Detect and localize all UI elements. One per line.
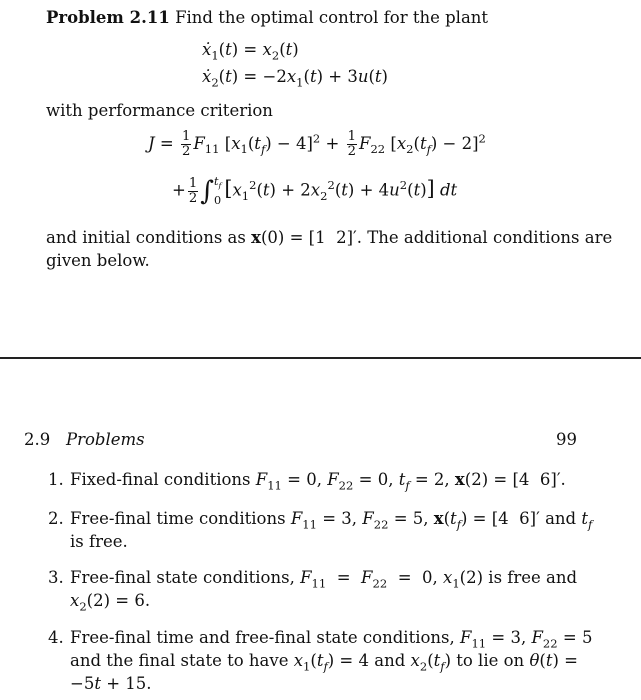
- item-text: Free-final time and free-final state conditions,: [70, 628, 460, 647]
- item-text: and the final state to have: [70, 651, 294, 670]
- item-text: Free-final state conditions,: [70, 568, 301, 587]
- list-item: 2. Free-final time conditions $F_{11} = 3$, $F_{22} = 5$, $x(t_f) = [4$ 6]′ and $t_f$ is free.: [48, 509, 593, 551]
- initial-conditions-line-1: and initial conditions as x(0) = [1 2]′. The additional conditions are: [46, 228, 613, 247]
- item-text: Fixed-final conditions: [70, 470, 256, 489]
- problem-heading: [46, 8, 488, 27]
- page-number: 99: [556, 430, 577, 449]
- section-header: [24, 430, 145, 449]
- plant-equation-1: $ẋ_1(t) = x_2(t)$: [202, 40, 299, 63]
- item-text: and: [369, 651, 411, 670]
- plant-equation-2: $ẋ_2(t) = -2x_1(t) + 3u(t)$: [202, 67, 388, 90]
- item-number: 4.: [48, 628, 64, 647]
- criterion-line-1: J = $\frac{1}{2}$ $F_{11}$ $[x_1(t_f) - 4]^2$ + $\frac{1}{2}$ $F_{22}$ $[x_2(t_f) - 2]^2$: [148, 129, 486, 159]
- initial-text: and initial conditions as: [46, 228, 246, 247]
- initial-tail: . The additional conditions are: [356, 228, 613, 247]
- criterion-line-2: + $\frac{1}{2}$ ∫ $t_f$ 0 $[x_1^2(t) + 2x_2^2(t) + 4u^2(t)]$ dt: [172, 175, 458, 208]
- page-divider: [0, 357, 641, 359]
- performance-intro: with performance criterion: [46, 101, 273, 120]
- item-text: is free.: [70, 532, 128, 551]
- list-item: 1. Fixed-final conditions $F_{11} = 0$, $F_{22} = 0$, $t_f = 2$, x(2) = [4 6]′.: [48, 470, 566, 493]
- section-title: Problems: [66, 430, 145, 449]
- item-number: 1.: [48, 470, 64, 489]
- item-text: to lie on: [451, 651, 530, 670]
- item-number: 2.: [48, 509, 64, 528]
- section-number: 2.9: [24, 430, 51, 449]
- problem-label: Problem 2.11: [46, 8, 170, 27]
- item-text: Free-final time conditions: [70, 509, 291, 528]
- initial-conditions-line-2: given below.: [46, 251, 150, 270]
- item-number: 3.: [48, 568, 64, 587]
- item-text: is free and: [483, 568, 578, 587]
- problem-intro: Find the optimal control for the plant: [175, 8, 489, 27]
- list-item: 4. Free-final time and free-final state conditions, $F_{11} = 3$, $F_{22} = 5$ and the final state to have $x_1(t_f) = 4$ and $x_2(t_f)$ to lie on θ(t) = −5t + 15.: [48, 628, 593, 693]
- item-text: and: [539, 509, 582, 528]
- list-item: 3. Free-final state conditions, $F_{11} = F_{22} = 0$, $x_1(2)$ is free and $x_2(2) = 6$.: [48, 568, 578, 614]
